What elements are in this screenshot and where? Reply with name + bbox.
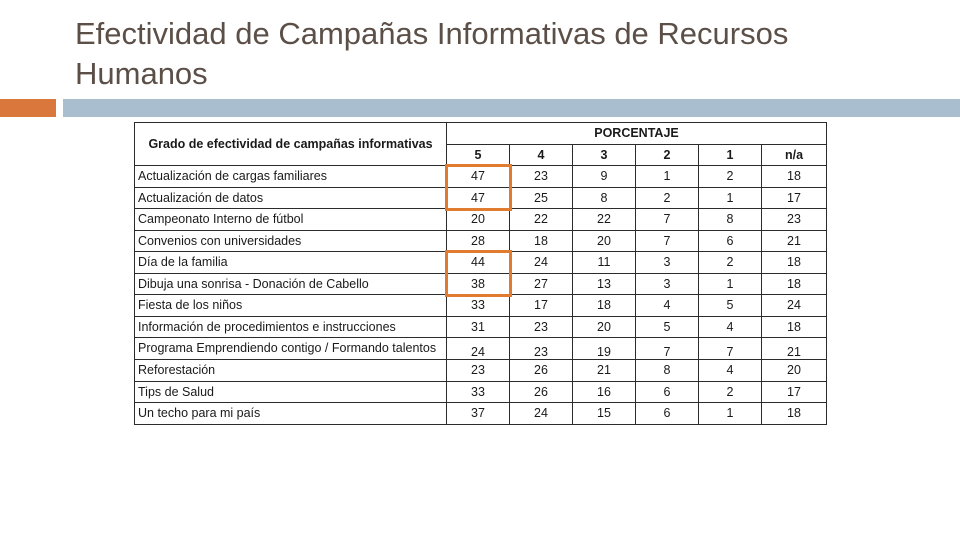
table-cell: 33 — [447, 295, 510, 317]
table-cell: 24 — [762, 295, 827, 317]
row-label: Actualización de cargas familiares — [135, 166, 447, 188]
row-label: Día de la familia — [135, 252, 447, 274]
table-cell: 18 — [510, 230, 573, 252]
table-cell: 20 — [447, 209, 510, 231]
table-cell: 3 — [636, 252, 699, 274]
table-cell: 19 — [573, 338, 636, 360]
table-cell: 23 — [762, 209, 827, 231]
table-cell: 11 — [573, 252, 636, 274]
group-header: PORCENTAJE — [447, 123, 827, 145]
table-cell: 3 — [636, 273, 699, 295]
table-cell: 4 — [699, 360, 762, 382]
table-cell: 6 — [699, 230, 762, 252]
table-cell: 44 — [447, 252, 510, 274]
table-cell: 7 — [636, 230, 699, 252]
row-label: Programa Emprendiendo contigo / Formando talentos — [135, 338, 447, 360]
table-cell: 47 — [447, 187, 510, 209]
table-cell: 6 — [636, 381, 699, 403]
table-cell: 4 — [699, 316, 762, 338]
table-cell: 6 — [636, 403, 699, 425]
table-cell: 9 — [573, 166, 636, 188]
table-cell: 25 — [510, 187, 573, 209]
table-cell: 2 — [699, 381, 762, 403]
table-cell: 17 — [762, 381, 827, 403]
table-cell: 23 — [510, 316, 573, 338]
table-row — [135, 295, 827, 317]
row-label: Información de procedimientos e instrucciones — [135, 316, 447, 338]
table-cell: 1 — [636, 166, 699, 188]
table-cell: 20 — [762, 360, 827, 382]
highlight-box-actualizacion — [445, 164, 512, 211]
table-cell: 5 — [636, 316, 699, 338]
table-row — [135, 230, 827, 252]
table-row — [135, 403, 827, 425]
table-cell: 1 — [699, 273, 762, 295]
table-cell: 7 — [636, 338, 699, 360]
table-cell: 2 — [699, 166, 762, 188]
table-cell: 18 — [573, 295, 636, 317]
table-cell: 23 — [510, 338, 573, 360]
table-cell: 13 — [573, 273, 636, 295]
table-cell: 4 — [636, 295, 699, 317]
column-header: n/a — [762, 144, 827, 166]
table-cell: 26 — [510, 381, 573, 403]
slide-title: Efectividad de Campañas Informativas de Recursos Humanos — [75, 16, 789, 91]
table-cell: 27 — [510, 273, 573, 295]
table-cell: 17 — [762, 187, 827, 209]
table-cell: 31 — [447, 316, 510, 338]
table-cell: 18 — [762, 273, 827, 295]
table-cell: 7 — [699, 338, 762, 360]
table-cell: 22 — [573, 209, 636, 231]
table-row — [135, 209, 827, 231]
table-cell: 21 — [762, 230, 827, 252]
row-label: Fiesta de los niños — [135, 295, 447, 317]
table-cell: 1 — [699, 187, 762, 209]
accent-bar-orange — [0, 99, 56, 117]
table-cell: 20 — [573, 230, 636, 252]
table-cell: 24 — [510, 403, 573, 425]
table-cell: 23 — [447, 360, 510, 382]
table-row — [135, 360, 827, 382]
table-cell: 47 — [447, 166, 510, 188]
row-label: Actualización de datos — [135, 187, 447, 209]
table-row — [135, 381, 827, 403]
table-container — [134, 122, 827, 425]
table-row — [135, 316, 827, 338]
table-cell: 8 — [573, 187, 636, 209]
row-label: Un techo para mi país — [135, 403, 447, 425]
table-cell: 21 — [762, 338, 827, 360]
row-label: Campeonato Interno de fútbol — [135, 209, 447, 231]
highlight-box-familia-sonrisa — [445, 250, 512, 297]
table-cell: 18 — [762, 403, 827, 425]
column-header: 4 — [510, 144, 573, 166]
table-cell: 33 — [447, 381, 510, 403]
table-cell: 15 — [573, 403, 636, 425]
column-header: 3 — [573, 144, 636, 166]
table-row — [135, 338, 827, 360]
table-cell: 1 — [699, 403, 762, 425]
row-label: Reforestación — [135, 360, 447, 382]
row-header-label: Grado de efectividad de campañas informativas — [135, 123, 447, 166]
column-header: 5 — [447, 144, 510, 166]
accent-bar-blue — [63, 99, 960, 117]
row-label: Tips de Salud — [135, 381, 447, 403]
table-cell: 24 — [510, 252, 573, 274]
table-cell: 38 — [447, 273, 510, 295]
table-cell: 16 — [573, 381, 636, 403]
column-header: 2 — [636, 144, 699, 166]
table-cell: 24 — [447, 338, 510, 360]
table-cell: 26 — [510, 360, 573, 382]
table-cell: 23 — [510, 166, 573, 188]
table-cell: 21 — [573, 360, 636, 382]
table-cell: 18 — [762, 252, 827, 274]
row-label: Dibuja una sonrisa - Donación de Cabello — [135, 273, 447, 295]
table-cell: 17 — [510, 295, 573, 317]
table-cell: 2 — [636, 187, 699, 209]
header-row-group — [135, 123, 827, 145]
table-cell: 8 — [636, 360, 699, 382]
table-cell: 18 — [762, 166, 827, 188]
row-label: Convenios con universidades — [135, 230, 447, 252]
table-cell: 7 — [636, 209, 699, 231]
table-cell: 22 — [510, 209, 573, 231]
table-cell: 5 — [699, 295, 762, 317]
table-cell: 18 — [762, 316, 827, 338]
table-cell: 20 — [573, 316, 636, 338]
table-cell: 2 — [699, 252, 762, 274]
column-header: 1 — [699, 144, 762, 166]
table-cell: 28 — [447, 230, 510, 252]
table-cell: 8 — [699, 209, 762, 231]
table-cell: 37 — [447, 403, 510, 425]
